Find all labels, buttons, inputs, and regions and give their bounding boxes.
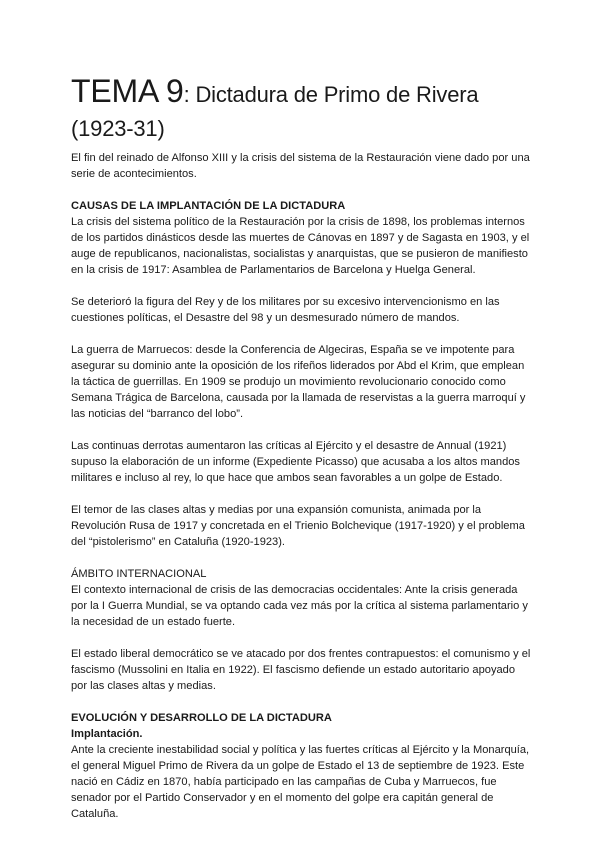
page-title xyxy=(71,74,531,146)
document-page xyxy=(71,74,531,822)
title-number: TEMA 9 xyxy=(71,73,184,109)
paragraph: La crisis del sistema político de la Restauración por la crisis de 1898, los problemas internos de los partidos dinásticos desde las muertes de Cánovas en 1897 y de Sagasta en 1903, y el auge de republicanos, nacionalistas, socialistas y anarquistas, que se pusieron de manifiesto en la crisis de 1917: Asamblea de Parlamentarios de Barcelona y Huelga General. xyxy=(71,216,530,276)
paragraph: El temor de las clases altas y medias por una expansión comunista, animada por la Revolución Rusa de 1917 y concretada en el Trienio Bolchevique (1917-1920) y el problema del “pistolerismo” en Cataluña (1920-1923). xyxy=(71,504,525,548)
paragraph: La guerra de Marruecos: desde la Conferencia de Algeciras, España se ve impotente para asegurar su dominio ante la oposición de los rifeños liderados por Abd el Krim, que emplean la táctica de guerrillas. En 1909 se produjo un movimiento revolucionario conocido como Semana Trágica de Barcelona, causada por la llamada de reservistas a la guerra marroquí y las noticias del “barranco del lobo”. xyxy=(71,344,526,420)
section-heading-causas: CAUSAS DE LA IMPLANTACIÓN DE LA DICTADURA xyxy=(71,200,346,212)
paragraph: Se deterioró la figura del Rey y de los militares por su excesivo intervencionismo en las cuestiones políticas, el Desastre del 98 y un desmesurado número de mandos. xyxy=(71,296,500,324)
intro-paragraph: El fin del reinado de Alfonso XIII y la crisis del sistema de la Restauración viene dado por una serie de acontecimientos. xyxy=(71,152,530,180)
title-text: : Dictadura de Primo de Rivera (1923-31) xyxy=(71,82,479,141)
section-heading-ambito: ÁMBITO INTERNACIONAL xyxy=(71,568,207,580)
paragraph: El contexto internacional de crisis de las democracias occidentales: Ante la crisis generada por la I Guerra Mundial, se va optando cada vez más por la crítica al sistema parlamentario y la necesidad de un estado fuerte. xyxy=(71,584,528,628)
paragraph: Ante la creciente inestabilidad social y política y las fuertes críticas al Ejército y la Monarquía, el general Miguel Primo de Rivera da un golpe de Estado el 13 de septiembre de 1923. Este nació en Cádiz en 1870, había participado en las campañas de Cuba y Marruecos, fue senador por el Partido Conservador y en el momento del golpe era capitán general de Cataluña. xyxy=(71,744,530,820)
paragraph: Las continuas derrotas aumentaron las críticas al Ejército y el desastre de Annual (1921) supuso la elaboración de un informe (Expediente Picasso) que acusaba a los altos mandos militares e incluso al rey, lo que hace que ambos sean favorables a un golpe de Estado. xyxy=(71,440,520,484)
paragraph: El estado liberal democrático se ve atacado por dos frentes contrapuestos: el comunismo y el fascismo (Mussolini en Italia en 1922). El fascismo defiende un estado autoritario apoyado por las clases altas y medias. xyxy=(71,648,531,692)
subheading-implantacion: Implantación. xyxy=(71,728,143,740)
section-heading-evolucion: EVOLUCIÓN Y DESARROLLO DE LA DICTADURA xyxy=(71,712,332,724)
